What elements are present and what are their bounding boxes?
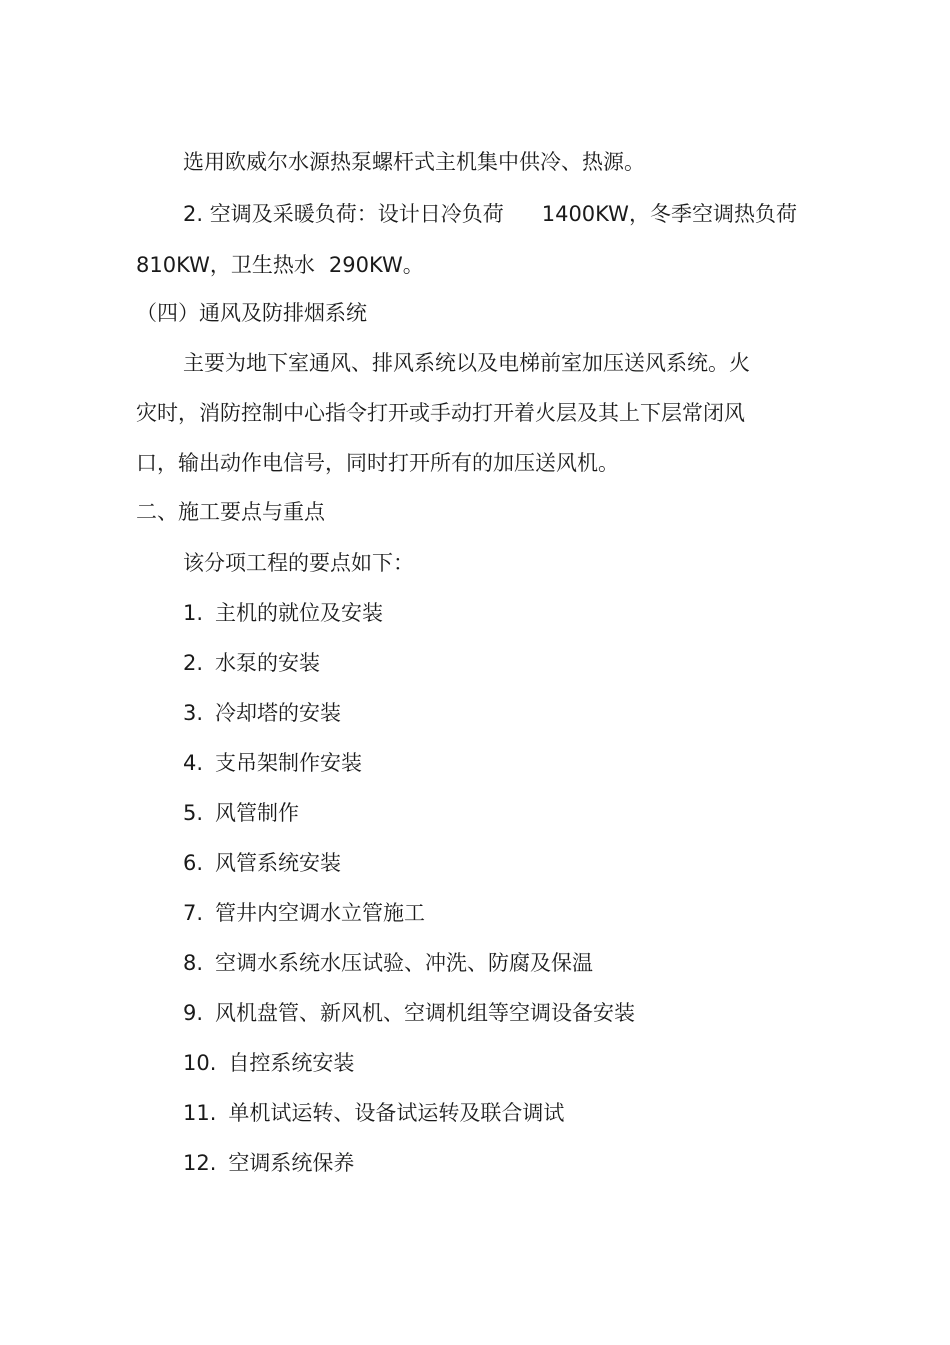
list-text: 主机的就位及安装 (215, 601, 384, 625)
list-item (183, 1049, 354, 1077)
paragraph-text: 1400KW，冬季空调热负荷 (541, 202, 797, 226)
list-text: 自控系统安装 (228, 1051, 355, 1075)
list-text: 冷却塔的安装 (215, 701, 342, 725)
list-number: 11. (183, 1101, 217, 1125)
section-heading-key-points (136, 498, 325, 526)
paragraph-text: 灾时，消防控制中心指令打开或手动打开着火层及其上下层常闭风 (136, 401, 745, 425)
list-number: 9. (183, 1001, 204, 1025)
heading-text: 二、施工要点与重点 (136, 500, 325, 524)
list-item (183, 649, 320, 677)
list-text: 空调水系统水压试验、冲洗、防腐及保温 (215, 951, 594, 975)
list-text: 风管制作 (215, 801, 300, 825)
list-text: 风管系统安装 (215, 851, 342, 875)
paragraph-text: 该分项工程的要点如下： (183, 551, 414, 575)
list-item (183, 949, 593, 977)
list-text: 管井内空调水立管施工 (215, 901, 426, 925)
paragraph-text: 主要为地下室通风、排风系统以及电梯前室加压送风系统。火 (183, 351, 750, 375)
list-item (183, 1099, 564, 1127)
paragraph-text: 选用欧威尔水源热泵螺杆式主机集中供冷、热源。 (183, 150, 645, 174)
paragraph-load-line-2 (136, 251, 424, 279)
list-number: 5. (183, 801, 204, 825)
list-number: 4. (183, 751, 204, 775)
list-number: 1. (183, 601, 204, 625)
list-item (183, 699, 341, 727)
list-text: 支吊架制作安装 (215, 751, 363, 775)
paragraph-text: 810KW，卫生热水 (136, 253, 315, 277)
paragraph-ventilation-line-3 (136, 449, 619, 477)
paragraph-intro (183, 549, 414, 577)
list-text: 空调系统保养 (228, 1151, 355, 1175)
list-item (183, 899, 425, 927)
list-item (183, 849, 341, 877)
list-text: 风机盘管、新风机、空调机组等空调设备安装 (215, 1001, 636, 1025)
paragraph-text: 口，输出动作电信号，同时打开所有的加压送风机。 (136, 451, 619, 475)
paragraph-ventilation-line-2 (136, 399, 745, 427)
list-number: 3. (183, 701, 204, 725)
list-item (183, 799, 299, 827)
list-text: 单机试运转、设备试运转及联合调试 (228, 1101, 565, 1125)
list-number: 12. (183, 1151, 217, 1175)
list-item (183, 599, 383, 627)
section-heading-ventilation (136, 299, 367, 327)
list-number: 7. (183, 901, 204, 925)
list-text: 水泵的安装 (215, 651, 321, 675)
list-item (183, 1149, 354, 1177)
list-item (183, 749, 362, 777)
paragraph-heat-source (183, 148, 645, 176)
paragraph-load-line-1 (183, 200, 797, 228)
list-item (183, 999, 635, 1027)
paragraph-ventilation-line-1 (183, 349, 750, 377)
paragraph-text: 2. 空调及采暖负荷：设计日冷负荷 (183, 202, 504, 226)
list-number: 6. (183, 851, 204, 875)
list-number: 8. (183, 951, 204, 975)
paragraph-text: 290KW。 (328, 253, 424, 277)
list-number: 2. (183, 651, 204, 675)
list-number: 10. (183, 1051, 217, 1075)
heading-text: （四）通风及防排烟系统 (136, 301, 367, 325)
